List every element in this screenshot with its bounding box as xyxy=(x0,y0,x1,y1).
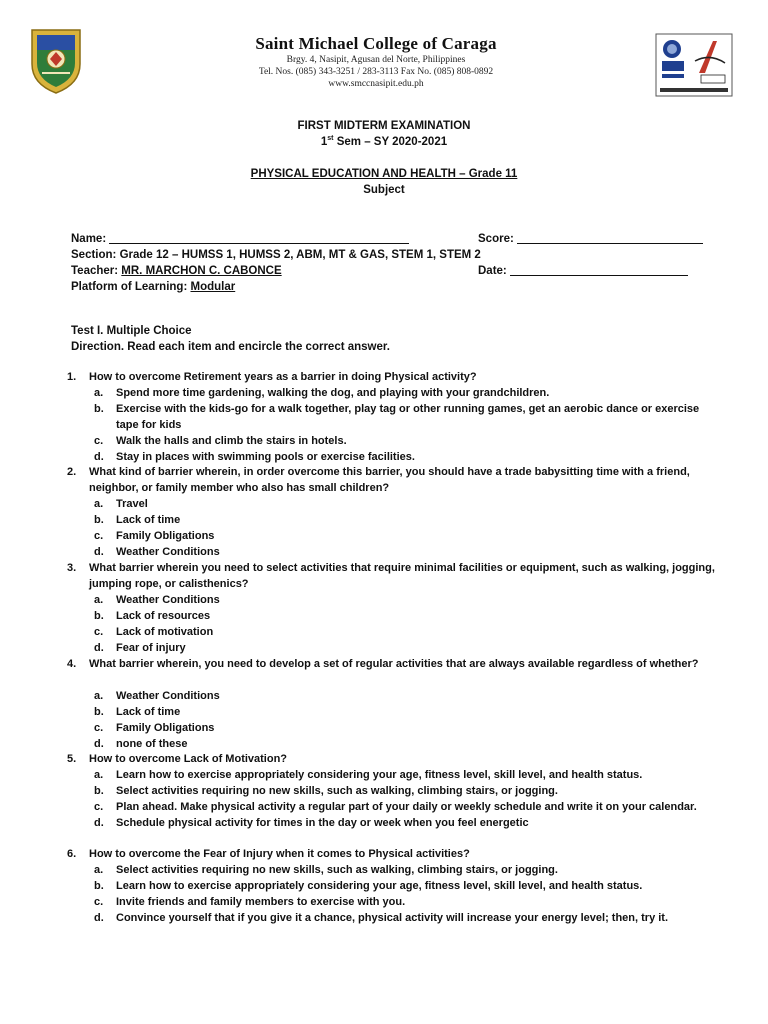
options-2 xyxy=(94,496,724,560)
test-direction: Direction. Read each item and encircle the correct answer. xyxy=(71,341,390,353)
school-header xyxy=(240,34,512,90)
school-phones: Tel. Nos. (085) 343-3251 / 283-3113 Fax No. (085) 808-0892 xyxy=(258,67,494,77)
options-5 xyxy=(94,767,724,831)
option-5b[interactable]: b. Select activities requiring no new skills, such as walking, climbing stairs, or jogging. xyxy=(94,785,558,797)
option-4d[interactable]: d. none of these xyxy=(94,738,188,750)
option-2d[interactable]: d. Weather Conditions xyxy=(94,546,220,558)
section-field: Section: Grade 12 – HUMSS 1, HUMSS 2, ABM, MT & GAS, STEM 1, STEM 2 xyxy=(71,249,481,261)
date-field: Date: xyxy=(478,263,688,279)
exam-title: FIRST MIDTERM EXAMINATION xyxy=(297,120,471,132)
option-4c[interactable]: c. Family Obligations xyxy=(94,722,215,734)
school-website: www.smccnasipit.edu.ph xyxy=(328,79,424,89)
options-1 xyxy=(94,385,724,465)
option-3b[interactable]: b. Lack of resources xyxy=(94,610,211,622)
option-3a[interactable]: a. Weather Conditions xyxy=(94,594,220,606)
option-5a[interactable]: a. Learn how to exercise appropriately considering your age, fitness level, skill level, and health status. xyxy=(94,769,643,781)
option-3c[interactable]: c. Lack of motivation xyxy=(94,626,214,638)
option-5c[interactable]: c. Plan ahead. Make physical activity a regular part of your daily or weekly schedule and write it on your calendar. xyxy=(94,801,697,813)
test-heading: Test I. Multiple Choice xyxy=(71,325,192,337)
option-3d[interactable]: d. Fear of injury xyxy=(94,642,186,654)
score-blank[interactable] xyxy=(517,231,703,244)
option-2c[interactable]: c. Family Obligations xyxy=(94,530,215,542)
option-5d[interactable]: d. Schedule physical activity for times in the day or week when you feel energetic xyxy=(94,817,529,829)
option-6a[interactable]: a. Select activities requiring no new skills, such as walking, climbing stairs, or jogging. xyxy=(94,864,558,876)
school-seal-logo xyxy=(28,26,84,96)
platform-field: Platform of Learning: Modular xyxy=(71,281,236,293)
question-6: 6. How to overcome the Fear of Injury when it comes to Physical activities? xyxy=(67,848,470,860)
option-6c[interactable]: c. Invite friends and family members to exercise with you. xyxy=(94,896,406,908)
option-6b[interactable]: b. Learn how to exercise appropriately considering your age, fitness level, skill level, and health status. xyxy=(94,880,643,892)
option-2b[interactable]: b. Lack of time xyxy=(94,514,181,526)
name-blank[interactable] xyxy=(109,231,409,244)
options-6 xyxy=(94,862,724,926)
option-1a[interactable]: a. Spend more time gardening, walking the dog, and playing with your grandchildren. xyxy=(94,387,550,399)
option-1b[interactable]: b. Exercise with the kids-go for a walk together, play tag or other running games, get an aerobic dance or exercise tape for kids xyxy=(94,403,700,431)
school-address: Brgy. 4, Nasipit, Agusan del Norte, Philippines xyxy=(286,55,466,65)
question-2: 2. What kind of barrier wherein, in order overcome this barrier, you should have a trade babysitting time with a friend, neighbor, or family member who also has small children? xyxy=(67,466,690,494)
option-1d[interactable]: d. Stay in places with swimming pools or exercise facilities. xyxy=(94,451,415,463)
question-3: 3. What barrier wherein you need to select activities that require minimal facilities or equipment, such as walking, jogging, jumping rope, or calisthenics? xyxy=(67,562,715,590)
options-4 xyxy=(94,688,724,752)
option-2a[interactable]: a. Travel xyxy=(94,498,148,510)
question-5: 5. How to overcome Lack of Motivation? xyxy=(67,753,288,765)
name-field: Name: xyxy=(71,231,409,247)
option-4a[interactable]: a. Weather Conditions xyxy=(94,690,220,702)
question-4: 4. What barrier wherein, you need to develop a set of regular activities that are always available regardless of whether? xyxy=(67,658,699,670)
score-field: Score: xyxy=(478,231,703,247)
date-blank[interactable] xyxy=(510,263,688,276)
option-6d[interactable]: d. Convince yourself that if you give it a chance, physical activity will increase your energy level; then, try it. xyxy=(94,912,669,924)
teacher-field: Teacher: MR. MARCHON C. CABONCE xyxy=(71,265,282,277)
option-1c[interactable]: c. Walk the halls and climb the stairs in hotels. xyxy=(94,435,347,447)
school-name: Saint Michael College of Caraga xyxy=(255,34,497,53)
options-3 xyxy=(94,592,724,656)
subject-label: Subject xyxy=(363,184,405,196)
semester-line: 1st Sem – SY 2020-2021 xyxy=(320,135,448,148)
accreditation-logo xyxy=(655,33,733,97)
option-4b[interactable]: b. Lack of time xyxy=(94,706,181,718)
subject-title: PHYSICAL EDUCATION AND HEALTH – Grade 11 xyxy=(250,168,518,180)
question-1: 1. How to overcome Retirement years as a barrier in doing Physical activity? xyxy=(67,371,477,383)
